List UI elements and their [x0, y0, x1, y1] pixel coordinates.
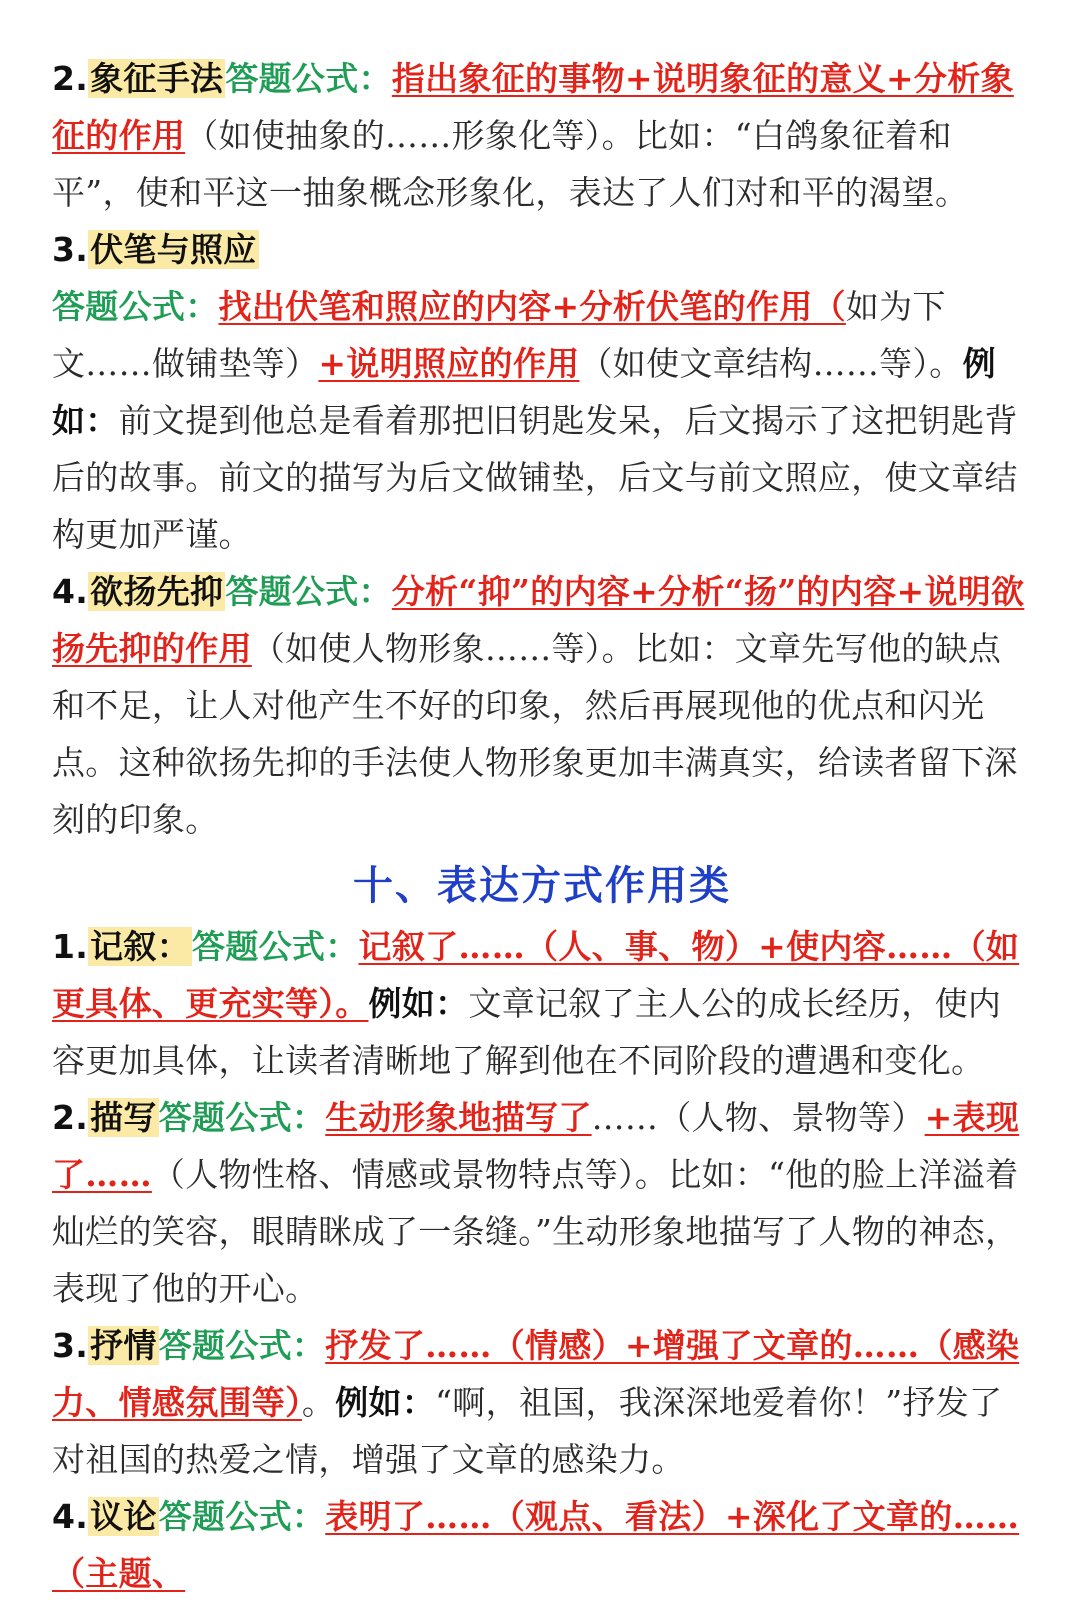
example-label: 例如：	[368, 984, 469, 1023]
formula-text: +说明照应的作用	[318, 344, 580, 383]
item-heading: 抒情	[90, 1326, 157, 1365]
formula-text: +表现了……	[52, 1098, 1020, 1194]
item-heading: 描写	[90, 1098, 157, 1137]
item-symbolism	[52, 50, 1032, 221]
formula-label: 答题公式：	[158, 1098, 326, 1137]
item-number: 4.	[52, 1497, 89, 1536]
item-argument	[52, 1488, 1032, 1602]
item-suppress-then-praise	[52, 563, 1032, 848]
item-foreshadowing-heading	[52, 221, 1032, 278]
item-description	[52, 1089, 1032, 1317]
formula-text: 找出伏笔和照应的内容+分析伏笔的作用（	[218, 287, 846, 326]
formula-label: 答题公式：	[225, 572, 392, 611]
formula-text: 抒发了……（情感）+增强了文章的……（感染力、情感氛围等）	[52, 1326, 1020, 1422]
explanation-text: （人物性格、情感或景物特点等）。比如：“他的脸上洋溢着灿烂的笑容，眼睛眯成了一条缝。”生动形象地描写了人物的神态，表现了他的开心。	[52, 1155, 1019, 1308]
example-text: “啊，祖国，我深深地爱着你！”抒发了对祖国的热爱之情，增强了文章的感染力。	[52, 1383, 1003, 1479]
explanation-text: 。	[301, 1383, 336, 1422]
item-heading: 象征手法	[90, 59, 224, 98]
item-heading: 记叙：	[90, 927, 191, 966]
formula-text: 表明了……（观点、看法）+深化了文章的……（主题、	[52, 1497, 1020, 1593]
item-number: 3.	[52, 230, 89, 269]
section-title: 十、表达方式作用类	[353, 862, 731, 909]
item-number: 3.	[52, 1326, 89, 1365]
item-heading: 议论	[90, 1497, 157, 1536]
item-number: 2.	[52, 1098, 89, 1137]
item-heading: 欲扬先抑	[90, 572, 224, 611]
item-foreshadowing-body	[52, 278, 1032, 563]
formula-label: 答题公式：	[225, 59, 392, 98]
formula-text: 分析“抑”的内容+分析“扬”的内容+说明欲扬先抑的作用	[52, 572, 1025, 668]
item-lyric	[52, 1317, 1032, 1488]
example-label: 例如：	[335, 1383, 436, 1422]
explanation-text: ……（人物、景物等）	[591, 1098, 925, 1137]
explanation-text: （如使抽象的……形象化等）。比如：“白鸽象征着和平”，使和平这一抽象概念形象化，表达了人们对和平的渴望。	[52, 116, 969, 212]
item-number: 2.	[52, 59, 89, 98]
example-label: 例如：	[52, 344, 996, 440]
formula-text: 记叙了……（人、事、物）+使内容……（如更具体、更充实等）。	[52, 927, 1020, 1023]
formula-text: 生动形象地描写了	[325, 1098, 592, 1137]
item-narration	[52, 918, 1032, 1089]
explanation-text: 如为下文……做铺垫等）	[52, 287, 946, 383]
item-number: 1.	[52, 927, 89, 966]
formula-label: 答题公式：	[192, 927, 359, 966]
formula-label: 答题公式：	[158, 1497, 326, 1536]
formula-text: 指出象征的事物+说明象征的意义+分析象征的作用	[52, 59, 1014, 155]
formula-label: 答题公式：	[158, 1326, 326, 1365]
explanation-text: （如使人物形象……等）。比如：文章先写他的缺点和不足，让人对他产生不好的印象，然后再展现他的优点和闪光点。这种欲扬先抑的手法使人物形象更加丰满真实，给读者留下深刻的印象。	[52, 629, 1018, 839]
example-text: 前文提到他总是看着那把旧钥匙发呆，后文揭示了这把钥匙背后的故事。前文的描写为后文做铺垫，后文与前文照应，使文章结构更加严谨。	[52, 401, 1018, 554]
formula-label: 答题公式：	[52, 287, 219, 326]
example-text: 文章记叙了主人公的成长经历，使内容更加具体，让读者清晰地了解到他在不同阶段的遭遇和变化。	[52, 984, 1002, 1080]
item-number: 4.	[52, 572, 89, 611]
item-heading: 伏笔与照应	[90, 230, 257, 269]
explanation-text: （如使文章结构……等）。	[579, 344, 963, 383]
